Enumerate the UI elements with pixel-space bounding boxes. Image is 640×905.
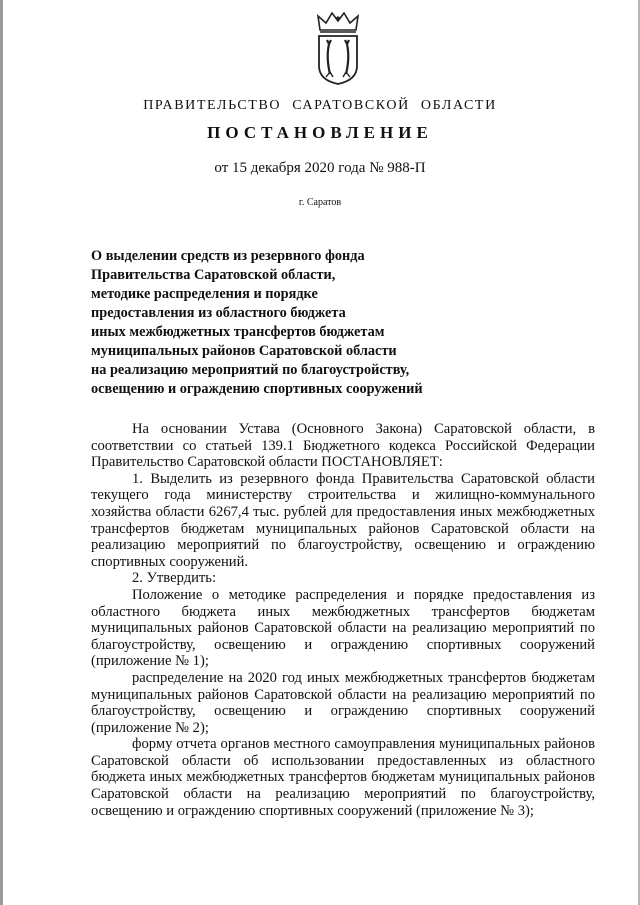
heading-line: О выделении средств из резервного фонда — [91, 248, 365, 264]
paragraph-preamble: На основании Устава (Основного Закона) Саратовской области, в соответствии со статьей 139.1 Бюджетного кодекса Российской Федерации Правительство Саратовской области ПОСТАНОВЛЯЕТ: — [91, 421, 595, 471]
paragraph-item-1: 1. Выделить из резервного фонда Правительства Саратовской области текущего года министерству строительства и жилищно-коммунального хозяйства области 6267,4 тыс. рублей для предоставления иных межбюджетных трансфертов бюджетам муниципальных районов Саратовской области на реализацию мероприятий по благоустройству, освещению и ограждению спортивных сооружений. — [91, 470, 595, 570]
paragraph-appendix-2: распределение на 2020 год иных межбюджетных трансфертов бюджетам муниципальных районов Саратовской области на реализацию мероприятий по благоустройству, освещению и ограждению спортивных сооружений (приложение № 2); — [91, 669, 595, 736]
heading-line: муниципальных районов Саратовской области — [91, 343, 397, 359]
saratov-coat-of-arms-icon — [312, 10, 364, 86]
date-and-number: от 15 декабря 2020 года № 988-П — [214, 160, 426, 176]
heading-line: освещению и ограждению спортивных сооружений — [91, 381, 423, 397]
government-name: ПРАВИТЕЛЬСТВО САРАТОВСКОЙ ОБЛАСТИ — [143, 98, 497, 113]
document-type-title: ПОСТАНОВЛЕНИЕ — [207, 123, 433, 142]
city-name: г. Саратов — [298, 197, 342, 208]
document-body — [91, 421, 595, 819]
paragraph-appendix-3: форму отчета органов местного самоуправления муниципальных районов Саратовской области об использовании предоставленных из областного бюджета иных межбюджетных трансфертов бюджетам муниципальных районов Саратовской области на реализацию мероприятий по благоустройству, освещению и ограждению спортивных сооружений (приложение № 3); — [91, 736, 595, 819]
paragraph-item-2: 2. Утвердить: — [132, 570, 217, 587]
heading-line: иных межбюджетных трансфертов бюджетам — [91, 324, 385, 340]
paragraph-appendix-1: Положение о методике распределения и порядке предоставления из областного бюджета иных межбюджетных трансфертов бюджетам муниципальных районов Саратовской области на реализацию мероприятий по благоустройству, освещению и ограждению спортивных сооружений (приложение № 1); — [91, 586, 595, 670]
heading-line: предоставления из областного бюджета — [91, 305, 346, 321]
heading-line: на реализацию мероприятий по благоустройству, — [91, 362, 410, 378]
resolution-heading — [91, 247, 511, 399]
heading-line: Правительства Саратовской области, — [91, 267, 336, 283]
heading-line: методике распределения и порядке — [91, 286, 318, 302]
